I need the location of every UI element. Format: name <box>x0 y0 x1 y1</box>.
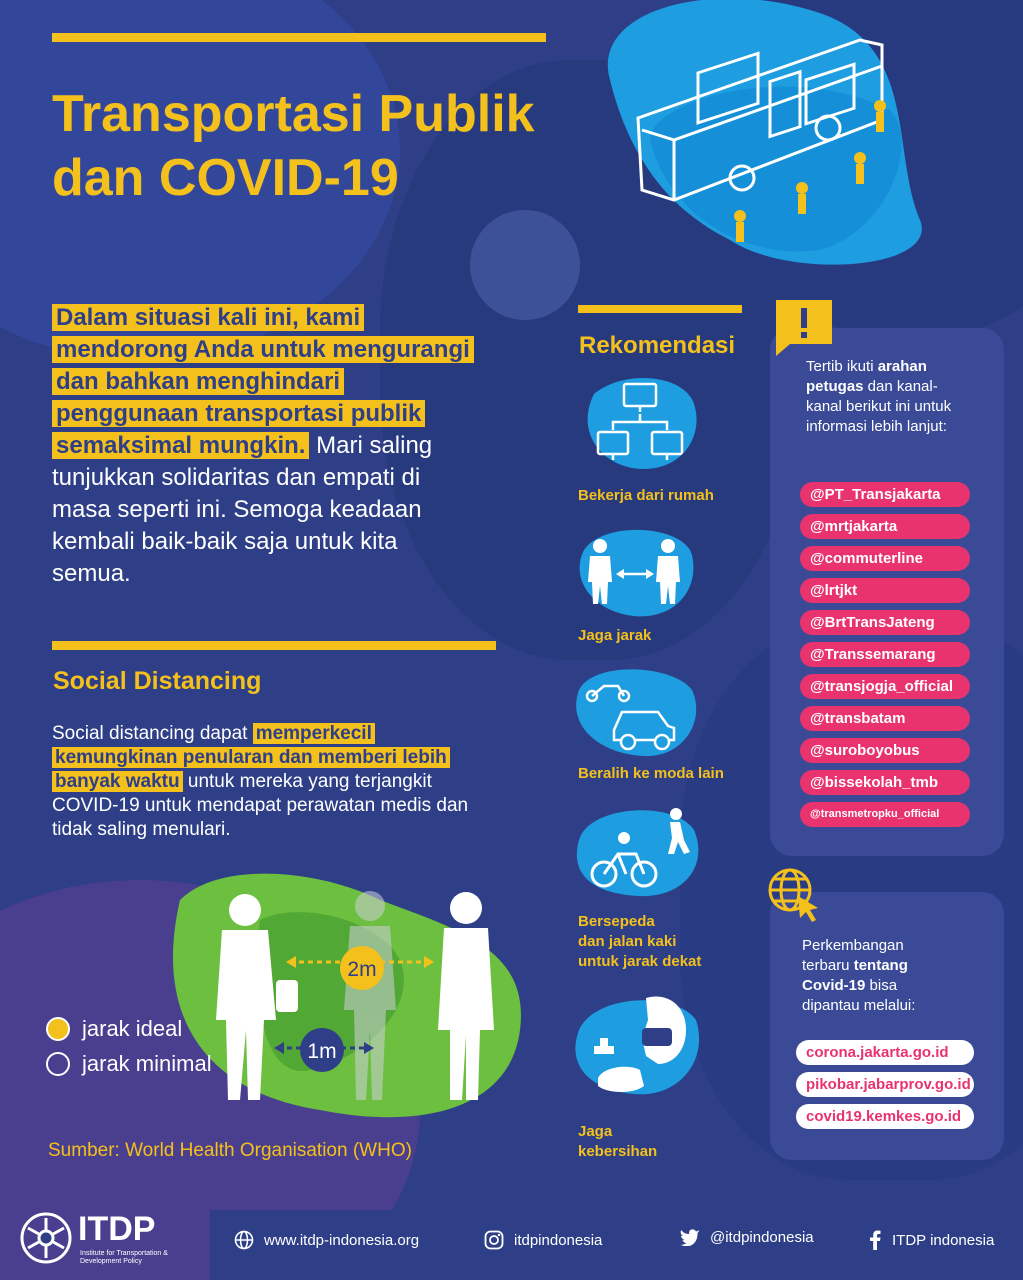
info-panel-text: Tertib ikuti arahan petugas dan kanal-kanal berikut ini untuk informasi lebih lanjut: <box>806 358 952 435</box>
page-title: Transportasi Publik dan COVID-19 <box>52 85 535 207</box>
intro-paragraph <box>52 302 472 590</box>
source-note: Sumber: World Health Organisation (WHO) <box>48 1140 412 1161</box>
bg-blob <box>470 210 580 320</box>
account-link[interactable]: @suroboyobus <box>800 738 970 763</box>
footer-twitter[interactable]: @itdpindonesia <box>680 1228 814 1246</box>
covid-panel-text: Perkembangan terbaru tentang Covid-19 bisa dipantau melalui: <box>802 937 916 1014</box>
bike-walk-icon <box>574 800 704 900</box>
rekomendasi-bar <box>578 305 742 313</box>
footer-instagram[interactable]: itdpindonesia <box>484 1230 602 1250</box>
globe-icon <box>234 1230 254 1250</box>
legend-minimal-swatch <box>46 1052 70 1076</box>
covid-site-link[interactable]: corona.jakarta.go.id <box>796 1040 974 1065</box>
facebook-icon <box>868 1230 882 1250</box>
account-link[interactable]: @lrtjkt <box>800 578 970 603</box>
footer-website[interactable]: www.itdp-indonesia.org <box>234 1230 419 1250</box>
itdp-logo-icon <box>20 1212 72 1264</box>
account-link[interactable]: @bissekolah_tmb <box>800 770 970 795</box>
rekomendasi-item-moda-lain: Beralih ke moda lain <box>578 765 724 782</box>
social-distancing-body: Social distancing dapat memperkecil kemungkinan penularan dan memberi lebih banyak waktu untuk mereka yang terjangkit COVID-19 untuk mendapat perawatan medis dan tidak saling menulari. <box>52 723 469 840</box>
distance-min-label: 1m <box>307 1040 337 1063</box>
title-accent-bar <box>52 33 546 42</box>
social-distancing-title: Social Distancing <box>53 667 262 695</box>
rekomendasi-item-work-from-home: Bekerja dari rumah <box>578 487 714 504</box>
rekomendasi-item-jaga-jarak: Jaga jarak <box>578 627 652 644</box>
legend-ideal-swatch <box>46 1017 70 1041</box>
distance-icon <box>574 520 704 620</box>
distance-ideal-label: 2m <box>347 958 377 981</box>
intro-highlight: Dalam situasi kali ini, kami mendorong Anda untuk mengurangi dan bahkan menghindari penggunaan transportasi publik semaksimal mungkin. <box>52 304 474 459</box>
distancing-illustration <box>160 860 530 1130</box>
vehicle-icon <box>574 660 704 760</box>
intro-rest: Mari saling tunjukkan solidaritas dan empati di masa seperti ini. Semoga keadaan kembali baik-baik saja untuk kita semua. <box>52 432 433 587</box>
account-link[interactable]: @BrtTransJateng <box>800 610 970 635</box>
globe-cursor-icon <box>766 866 824 924</box>
account-link[interactable]: @PT_Transjakarta <box>800 482 970 507</box>
account-link[interactable]: @Transsemarang <box>800 642 970 667</box>
rekomendasi-title: Rekomendasi <box>579 332 736 359</box>
social-distancing-highlight: memperkecil kemungkinan penularan dan memberi lebih banyak waktu <box>52 723 450 792</box>
account-link[interactable]: @commuterline <box>800 546 970 571</box>
account-link[interactable]: @transbatam <box>800 706 970 731</box>
section-divider <box>52 641 496 650</box>
account-link[interactable]: @transmetropku_official <box>800 802 970 827</box>
covid-site-link[interactable]: pikobar.jabarprov.go.id <box>796 1072 974 1097</box>
itdp-logo-subtitle: Institute for Transportation & Development Policy <box>80 1250 168 1265</box>
account-link[interactable]: @transjogja_official <box>800 674 970 699</box>
bus-illustration <box>590 0 1020 280</box>
rekomendasi-item-kebersihan: Jaga kebersihan <box>578 1123 658 1160</box>
rekomendasi-item-bersepeda: Bersepeda dan jalan kaki untuk jarak dekat <box>578 913 702 970</box>
legend-ideal: jarak ideal <box>46 1016 182 1042</box>
handwash-icon <box>574 990 704 1100</box>
itdp-logo-text: ITDP <box>78 1210 156 1248</box>
alert-icon <box>776 300 832 356</box>
account-link[interactable]: @mrtjakarta <box>800 514 970 539</box>
instagram-icon <box>484 1230 504 1250</box>
footer-facebook[interactable]: ITDP indonesia <box>868 1230 994 1250</box>
work-from-home-icon <box>574 374 704 474</box>
covid-site-link[interactable]: covid19.kemkes.go.id <box>796 1104 974 1129</box>
twitter-icon <box>680 1228 700 1246</box>
legend-minimal: jarak minimal <box>46 1051 212 1077</box>
